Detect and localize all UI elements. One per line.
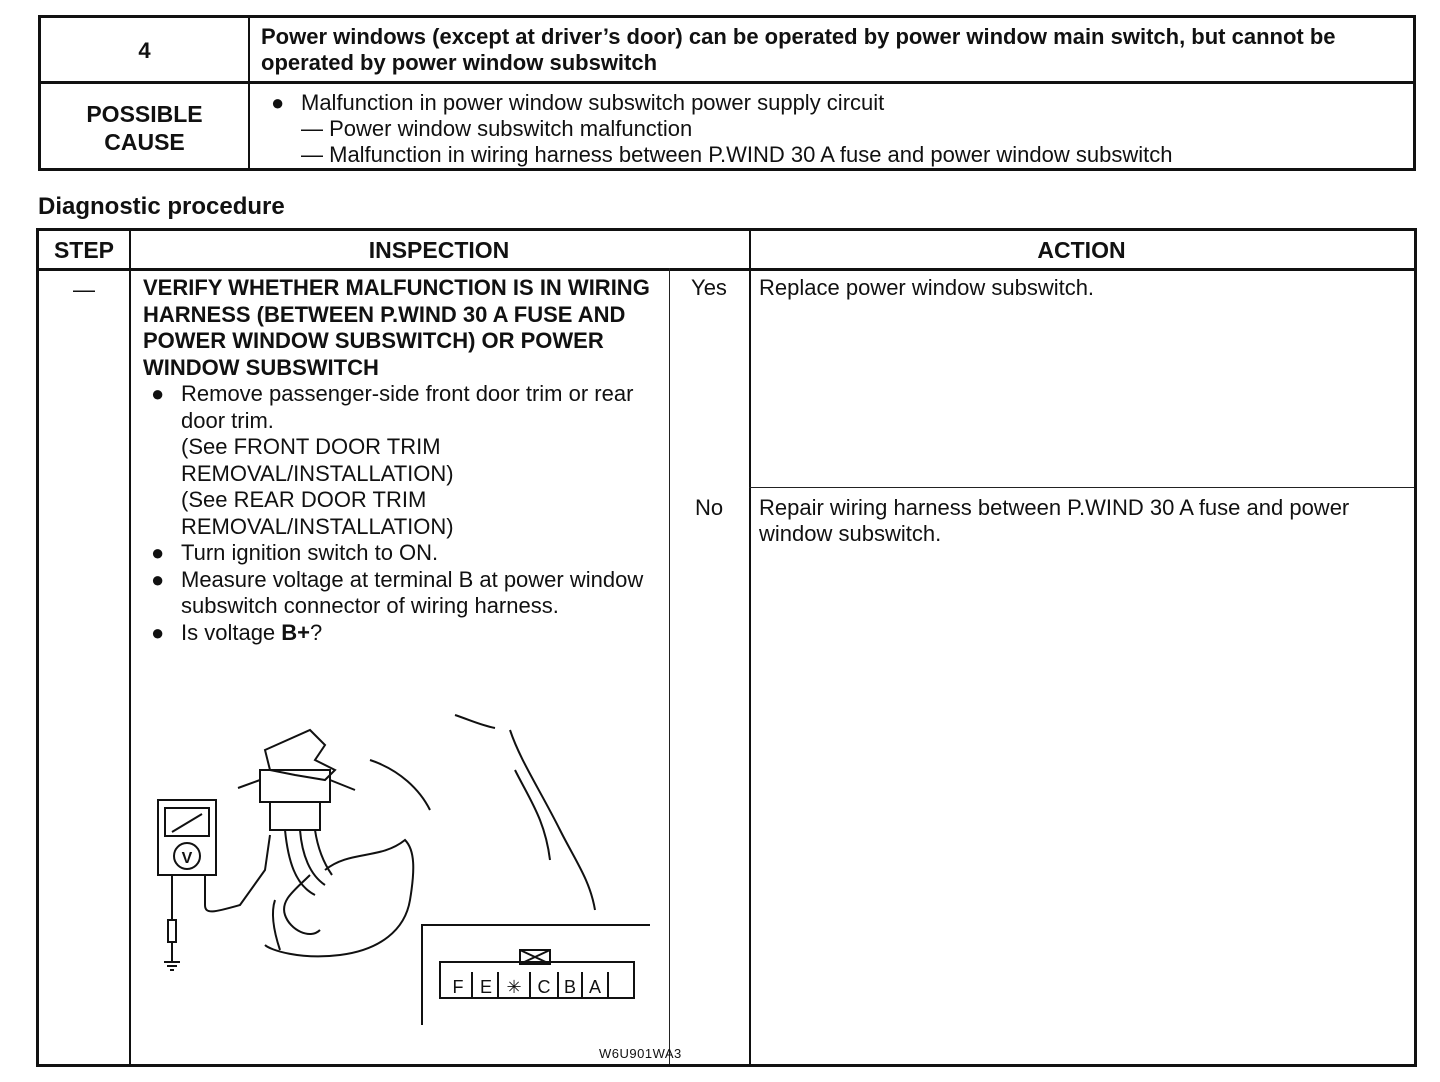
voltage-value: B+ xyxy=(281,619,311,645)
bullet-icon: ● xyxy=(151,566,165,592)
inspection-item xyxy=(143,620,663,647)
wiring-illustration xyxy=(120,700,680,1030)
voltmeter-needle xyxy=(172,814,202,832)
trim-contour-line xyxy=(455,715,495,728)
connector-terminal: C xyxy=(537,977,551,997)
inspection-list xyxy=(143,381,663,646)
bullet-icon: ● xyxy=(271,90,285,115)
connector-terminal: B xyxy=(563,977,577,997)
inspection-item xyxy=(143,381,663,540)
question-mark: ? xyxy=(310,619,323,645)
yes-label: Yes xyxy=(691,275,727,300)
inspection-item-reference: (See FRONT DOOR TRIM REMOVAL/INSTALLATION) xyxy=(181,434,454,486)
cause-item xyxy=(271,90,1172,116)
bullet-icon: ● xyxy=(151,540,165,565)
action-column-divider xyxy=(749,231,751,1064)
section-title: Diagnostic procedure xyxy=(38,193,285,220)
header-step: STEP xyxy=(53,237,115,263)
inspection-item xyxy=(143,567,663,620)
possible-cause-label-line1: POSSIBLE xyxy=(86,101,203,127)
inspection-item-text: Is voltage xyxy=(181,619,282,645)
connector-terminal: ✳ xyxy=(506,977,522,997)
subswitch-knob xyxy=(265,730,335,780)
subswitch-connector xyxy=(270,802,320,830)
possible-cause-list xyxy=(271,90,1172,168)
yes-no-row-divider xyxy=(749,487,1414,488)
step-value: — xyxy=(73,277,95,302)
header-action: ACTION xyxy=(1037,237,1126,263)
bullet-icon: ● xyxy=(151,381,165,406)
trouble-divider-horizontal xyxy=(41,81,1413,84)
inspection-item-text: Turn ignition switch to ON. xyxy=(181,540,439,565)
figure-code: W6U901WA3 xyxy=(599,1046,682,1061)
connector-terminal: E xyxy=(479,977,493,997)
harness-wire xyxy=(300,830,325,885)
possible-cause-label xyxy=(41,100,248,156)
connector-terminal: F xyxy=(452,977,464,997)
harness-wire xyxy=(315,830,332,875)
no-action: Repair wiring harness between P.WIND 30 A fuse and power window subswitch. xyxy=(759,495,1350,546)
trim-contour-line xyxy=(370,760,430,810)
connector-inset-border xyxy=(422,925,650,1025)
inspection-item xyxy=(143,540,663,567)
voltmeter-symbol: V xyxy=(181,850,193,867)
cause-sub-item: — Malfunction in wiring harness between P.WIND 30 A fuse and power window subswitch xyxy=(301,142,1173,167)
trouble-table xyxy=(38,15,1416,171)
harness-wire xyxy=(284,875,320,934)
trouble-number: 4 xyxy=(138,38,151,63)
trim-contour-line xyxy=(515,770,550,860)
cause-main: Malfunction in power window subswitch power supply circuit xyxy=(301,90,885,115)
connector-terminal: A xyxy=(588,977,602,997)
trouble-title: Power windows (except at driver’s door) can be operated by power window main switch, but cannot be operated by power window subswitch xyxy=(261,24,1336,75)
possible-cause-label-line2: CAUSE xyxy=(104,129,185,155)
header-divider xyxy=(39,268,1414,271)
probe-tip xyxy=(168,920,176,942)
bullet-icon: ● xyxy=(151,619,165,645)
no-label: No xyxy=(694,495,724,520)
probe-lead-positive xyxy=(205,835,270,911)
inspection-item-reference: (See REAR DOOR TRIM REMOVAL/INSTALLATION) xyxy=(181,487,454,539)
trouble-divider-vertical xyxy=(248,18,250,168)
header-inspection: INSPECTION xyxy=(368,237,510,263)
subswitch-mount-tab xyxy=(238,780,355,790)
trim-contour-line xyxy=(510,730,595,910)
cause-sub-item: — Power window subswitch malfunction xyxy=(301,116,693,141)
inspection-item-text: Measure voltage at terminal B at power window subswitch connector of wiring harness. xyxy=(181,566,644,618)
yes-action: Replace power window subswitch. xyxy=(759,275,1095,300)
inspection-heading: VERIFY WHETHER MALFUNCTION IS IN WIRING HARNESS (BETWEEN P.WIND 30 A FUSE AND POWER WINDOW SUBSWITCH) OR POWER WINDOW SUBSWITCH xyxy=(143,275,650,380)
ground-icon xyxy=(164,942,180,970)
door-panel-outline xyxy=(273,900,280,950)
inspection-item-text: Remove passenger-side front door trim or rear door trim. xyxy=(181,381,634,433)
